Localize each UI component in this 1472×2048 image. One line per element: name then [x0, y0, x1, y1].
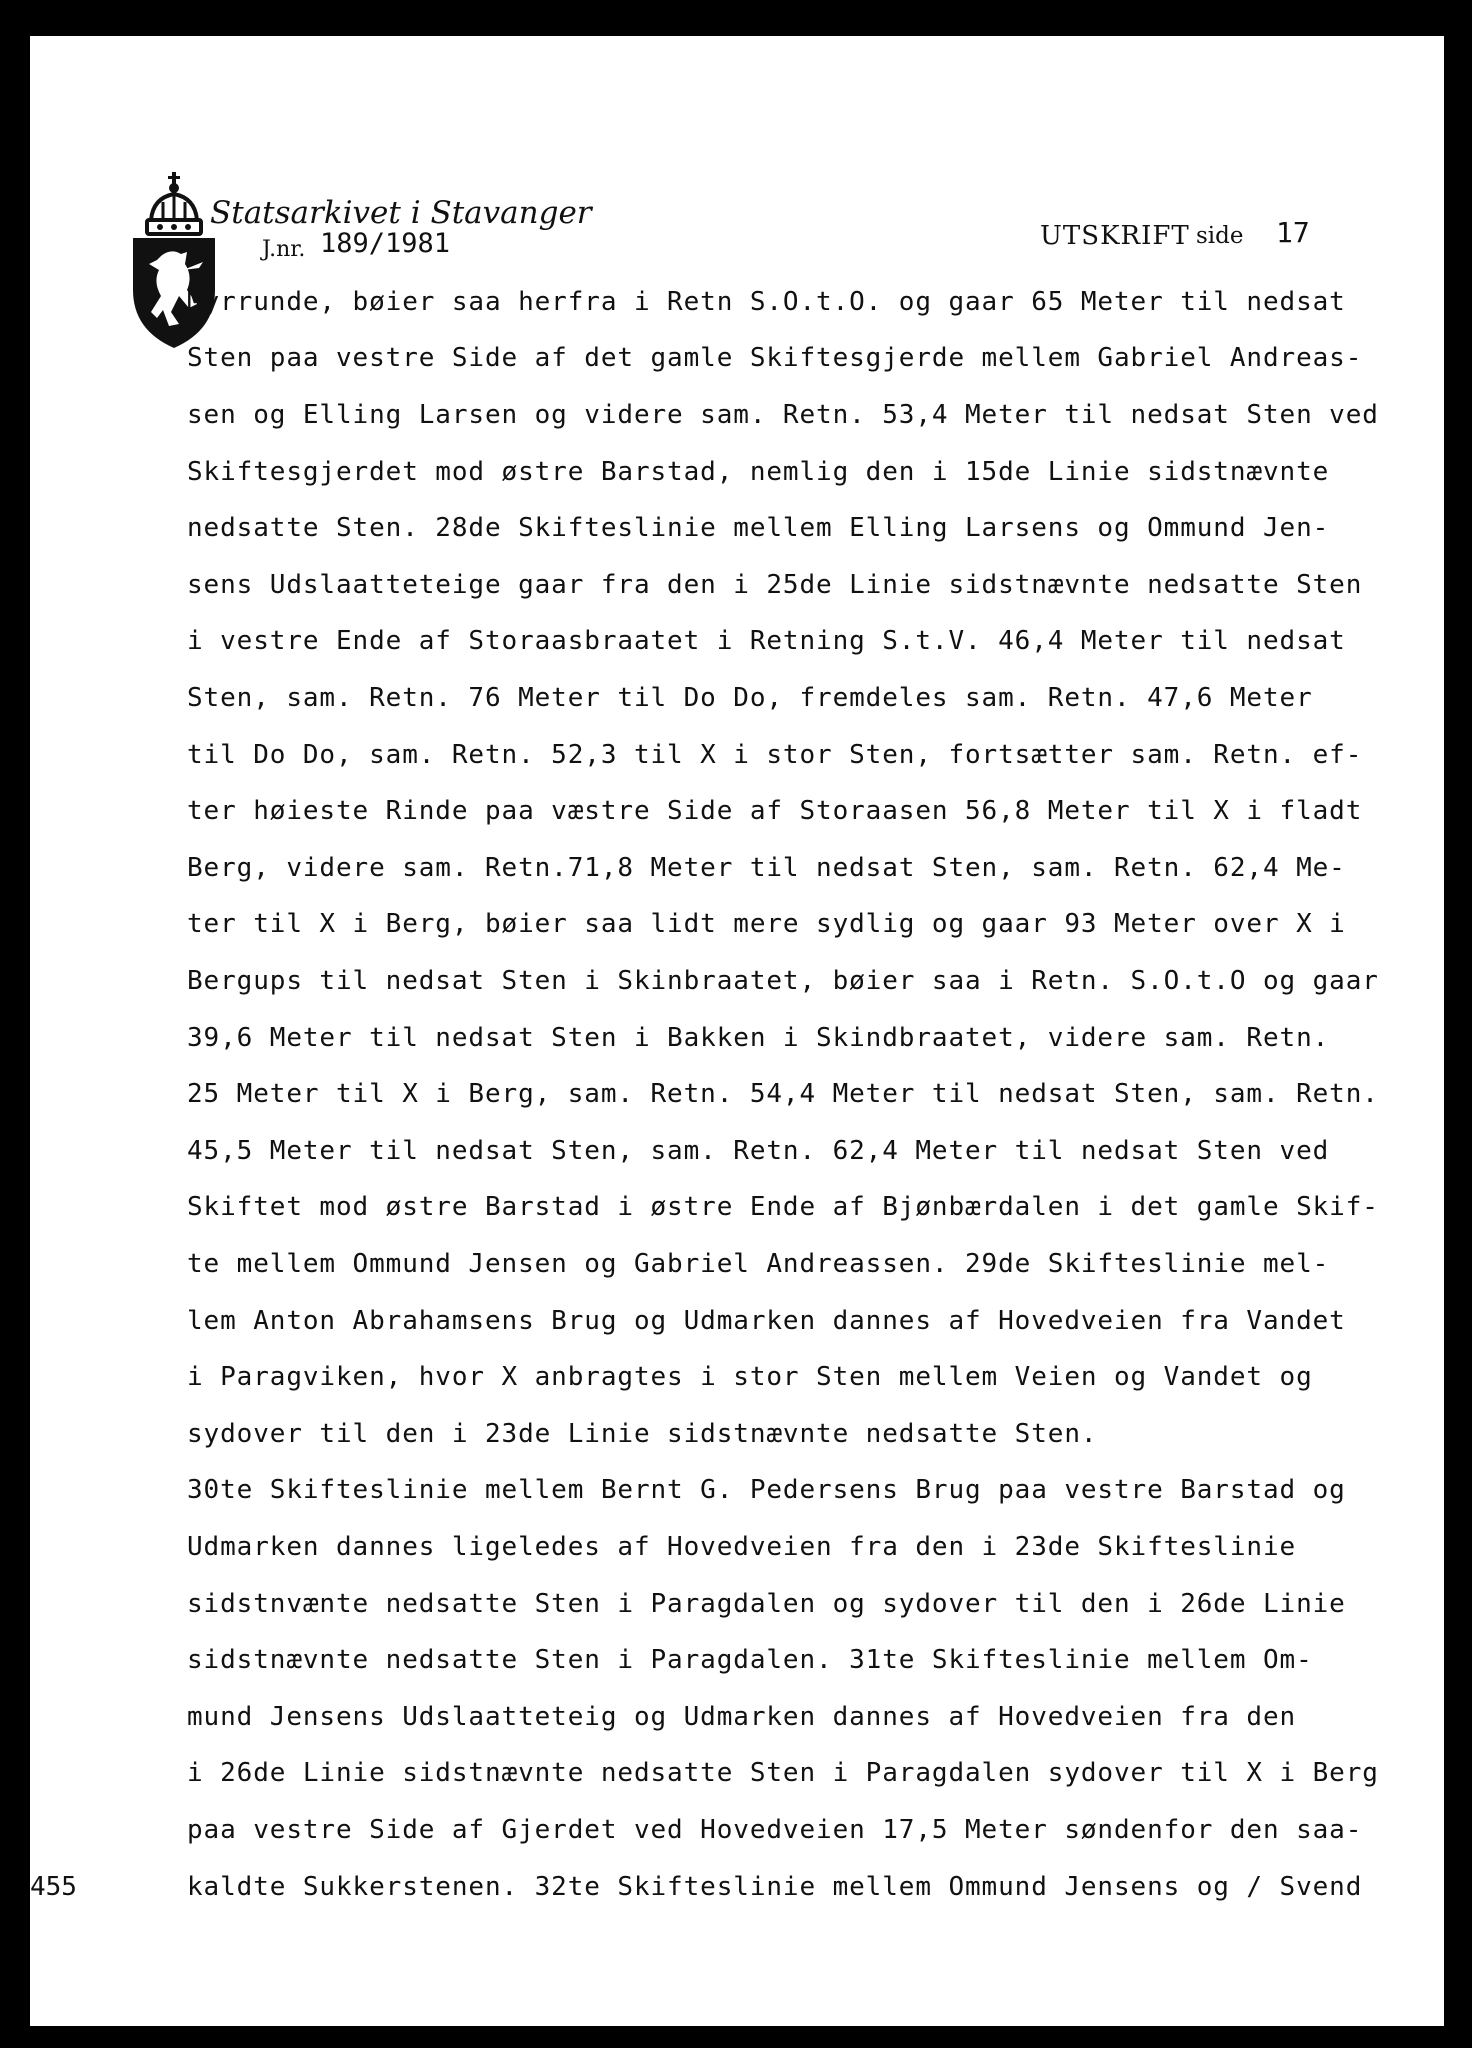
utskrift-label: UTSKRIFT — [1040, 221, 1190, 251]
text-line: 45,5 Meter til nedsat Sten, sam. Retn. 62,4 Meter til nedsat Sten ved — [187, 1136, 1330, 1166]
text-line: te mellem Ommund Jensen og Gabriel Andreassen. 29de Skifteslinie mel- — [187, 1249, 1330, 1279]
text-line: Skiftesgjerdet mod østre Barstad, nemlig den i 15de Linie sidstnævnte — [187, 457, 1330, 487]
text-line: sen og Elling Larsen og videre sam. Retn. 53,4 Meter til nedsat Sten ved — [187, 400, 1379, 430]
text-line: Sten, sam. Retn. 76 Meter til Do Do, fremdeles sam. Retn. 47,6 Meter — [187, 683, 1313, 713]
text-line: paa vestre Side af Gjerdet ved Hovedveien 17,5 Meter søndenfor den saa- — [187, 1815, 1363, 1845]
text-line: 30te Skifteslinie mellem Bernt G. Pedersens Brug paa vestre Barstad og — [187, 1475, 1346, 1505]
text-line: sens Udslaatteteige gaar fra den i 25de Linie sidstnævnte nedsatte Sten — [187, 570, 1363, 600]
text-line: kaldte Sukkerstenen. 32te Skifteslinie mellem Ommund Jensens og / Svend — [187, 1872, 1363, 1902]
text-line: i Paragviken, hvor X anbragtes i stor Sten mellem Veien og Vandet og — [187, 1362, 1313, 1392]
page-number: 17 — [1276, 216, 1310, 249]
text-line: sydover til den i 23de Linie sidstnævnte nedsatte Sten. — [187, 1419, 1098, 1449]
text-line: 25 Meter til X i Berg, sam. Retn. 54,4 Meter til nedsat Sten, sam. Retn. — [187, 1079, 1379, 1109]
text-line: mund Jensens Udslaatteteig og Udmarken dannes af Hovedveien fra den — [187, 1702, 1297, 1732]
text-line: Skiftet mod østre Barstad i østre Ende af Bjønbærdalen i det gamle Skif- — [187, 1192, 1379, 1222]
text-line: Sten paa vestre Side af det gamle Skiftesgjerde mellem Gabriel Andreas- — [187, 343, 1363, 373]
text-line: Udmarken dannes ligeledes af Hovedveien fra den i 23de Skifteslinie — [187, 1532, 1297, 1562]
text-line: Berg, videre sam. Retn.71,8 Meter til nedsat Sten, sam. Retn. 62,4 Me- — [187, 853, 1346, 883]
text-line: sidstnvænte nedsatte Sten i Paragdalen og sydover til den i 26de Linie — [187, 1589, 1346, 1619]
archive-name: Statsarkivet i Stavanger — [210, 195, 592, 231]
jnr-value: 189/1981 — [320, 228, 451, 259]
text-line: lem Anton Abrahamsens Brug og Udmarken dannes af Hovedveien fra Vandet — [187, 1306, 1346, 1336]
text-line: ter til X i Berg, bøier saa lidt mere sydlig og gaar 93 Meter over X i — [187, 909, 1346, 939]
text-line: i 26de Linie sidstnævnte nedsatte Sten i Paragdalen sydover til X i Berg — [187, 1758, 1379, 1788]
jnr-label: J.nr. — [262, 237, 306, 262]
text-line: 39,6 Meter til nedsat Sten i Bakken i Skindbraatet, videre sam. Retn. — [187, 1023, 1330, 1053]
text-line: Bergups til nedsat Sten i Skinbraatet, bøier saa i Retn. S.O.t.O og gaar — [187, 966, 1379, 996]
text-line: ter høieste Rinde paa væstre Side af Storaasen 56,8 Meter til X i fladt — [187, 796, 1363, 826]
text-line: i vestre Ende af Storaasbraatet i Retning S.t.V. 46,4 Meter til nedsat — [187, 626, 1346, 656]
margin-number: 455 — [30, 1872, 77, 1902]
norwegian-coat-of-arms-icon — [127, 172, 221, 350]
text-line: til Do Do, sam. Retn. 52,3 til X i stor Sten, fortsætter sam. Retn. ef- — [187, 740, 1363, 770]
text-line: Myrrunde, bøier saa herfra i Retn S.O.t.O. og gaar 65 Meter til nedsat — [187, 287, 1346, 317]
text-line: sidstnævnte nedsatte Sten i Paragdalen. 31te Skifteslinie mellem Om- — [187, 1645, 1313, 1675]
side-label: side — [1196, 223, 1244, 249]
text-line: nedsatte Sten. 28de Skifteslinie mellem Elling Larsens og Ommund Jen- — [187, 513, 1330, 543]
